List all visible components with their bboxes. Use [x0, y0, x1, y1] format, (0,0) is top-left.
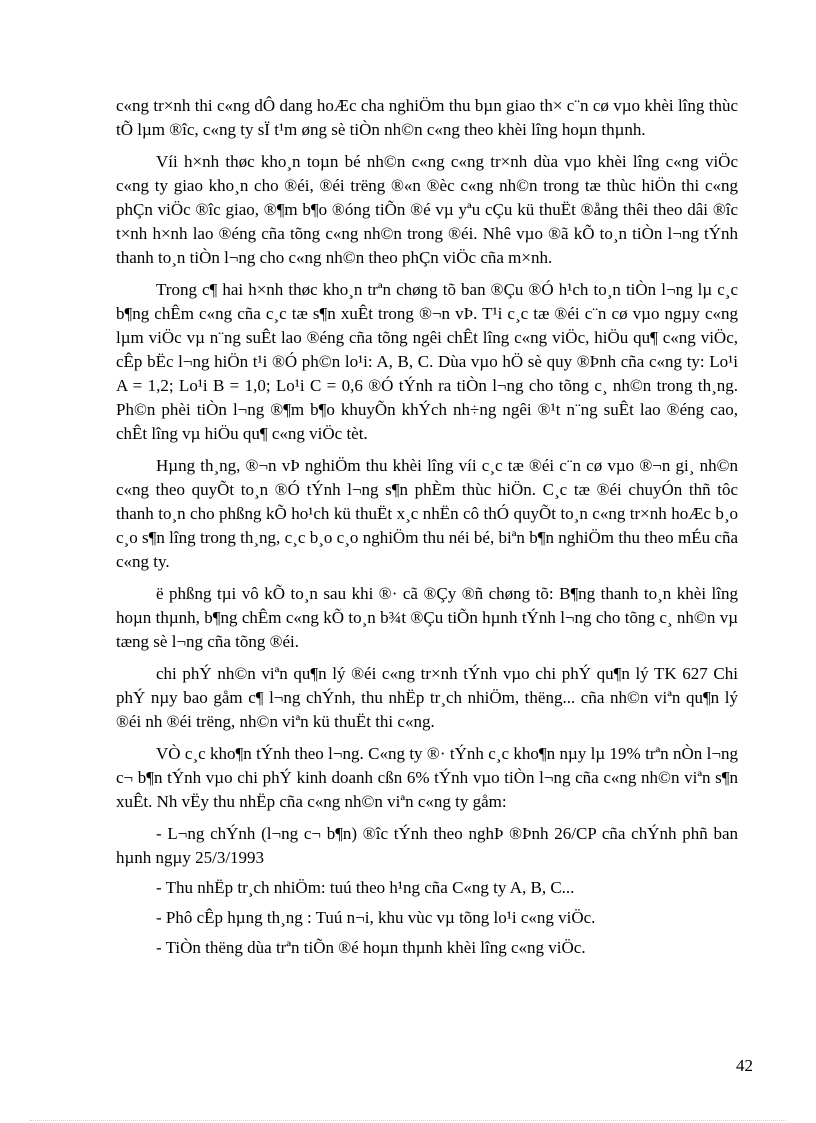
paragraph-5: ë phßng tµi vô kÕ to¸n sau khi ®· cã ®Çy ®ñ chøng tõ: B¶ng thanh to¸n khèi lîng hoµn thµnh, b¶ng chÊm c«ng kÕ to¸n b¾t ®Çu tiÕn hµnh tÝnh l¬ng cho tõng c¸ nh©n vµ tæng sè l¬ng cña tõng ®éi. [116, 584, 738, 651]
paragraph-1: c«ng tr×nh thi c«ng dÔ dang hoÆc cha nghiÖm thu bµn giao th× c¨n cø vµo khèi lîng thùc tÕ lµm ®îc, c«ng ty sÏ t¹m øng sè tiÒn nh©n c«ng theo khèi lîng hoµn thµnh. [116, 96, 738, 139]
paragraph-2: Víi h×nh thøc kho¸n toµn bé nh©n c«ng c«ng tr×nh dùa vµo khèi lîng c«ng viÖc c«ng ty giao kho¸n cho ®éi, ®éi trëng ®«n ®èc c«ng nh©n trong tæ thùc hiÖn thi c«ng phÇn viÖc ®îc giao, ®¶m b¶o ®óng tiÕn ®é vµ yªu cÇu kü thuËt ®ång thêi theo dâi ®îc t×nh h×nh lao ®éng cña tõng c«ng nh©n trong ®éi. Nhê vµo ®ã kÕ to¸n tiÒn l¬ng tÝnh thanh to¸n tiÒn l¬ng cho c«ng nh©n theo phÇn viÖc cña m×nh. [116, 152, 738, 267]
document-body [116, 94, 738, 966]
list-item-luong-chinh: - L¬ng chÝnh (l¬ng c¬ b¶n) ®îc tÝnh theo nghÞ ®Þnh 26/CP cña chÝnh phñ ban hµnh ngµy 25/3/1993 [116, 824, 738, 867]
paragraph-7: VÒ c¸c kho¶n tÝnh theo l¬ng. C«ng ty ®· tÝnh c¸c kho¶n nµy lµ 19% trªn nÒn l¬ng c¬ b¶n tÝnh vµo chi phÝ kinh doanh cßn 6% tÝnh vµo tiÒn l¬ng cña c«ng nh©n viªn s¶n xuÊt. Nh vËy thu nhËp cña c«ng nh©n viªn c«ng ty gåm: [116, 744, 738, 811]
page-bottom-divider [30, 1120, 786, 1121]
paragraph-6: chi phÝ nh©n viªn qu¶n lý ®éi c«ng tr×nh tÝnh vµo chi phÝ qu¶n lý TK 627 Chi phÝ nµy bao gåm c¶ l¬ng chÝnh, thu nhËp tr¸ch nhiÖm, thëng... cña nh©n viªn qu¶n lý ®éi nh ®éi trëng, nh©n viªn kü thuËt thi c«ng. [116, 664, 738, 731]
paragraph-3: Trong c¶ hai h×nh thøc kho¸n trªn chøng tõ ban ®Çu ®Ó h¹ch to¸n tiÒn l¬ng lµ c¸c b¶ng chÊm c«ng cña c¸c tæ s¶n xuÊt trong ®¬n vÞ. T¹i c¸c tæ ®éi c¨n cø vµo ngµy c«ng lµm viÖc vµ n¨ng suÊt lao ®éng cña tõng ngêi chÊt lîng c«ng viÖc, hiÖu qu¶ c«ng viÖc, cÊp bËc l¬ng hiÖn t¹i ®Ó ph©n lo¹i: A, B, C. Dùa vµo hÖ sè quy ®Þnh cña c«ng ty: Lo¹i A = 1,2; Lo¹i B = 1,0; Lo¹i C = 0,6 ®Ó tÝnh ra tiÒn l¬ng cho tõng c¸ nh©n trong th¸ng. Ph©n phèi tiÒn l¬ng ®¶m b¶o khuyÕn khÝch nh÷ng ngêi ®¹t n¨ng suÊt lao ®éng cao, chÊt lîng vµ hiÖu qu¶ c«ng viÖc tèt. [116, 280, 738, 443]
page-number: 42 [736, 1056, 753, 1075]
list-item-tien-thuong: - TiÒn thëng dùa trªn tiÕn ®é hoµn thµnh khèi lîng c«ng viÖc. [156, 938, 586, 957]
list-item-thu-nhap: - Thu nhËp tr¸ch nhiÖm: tuú theo h¹ng cña C«ng ty A, B, C... [156, 878, 575, 897]
paragraph-4: Hµng th¸ng, ®¬n vÞ nghiÖm thu khèi lîng víi c¸c tæ ®éi c¨n cø vµo ®¬n gi¸ nh©n c«ng theo quyÕt to¸n ®Ó tÝnh l¬ng s¶n phÈm thùc hiÖn. C¸c tæ ®éi chuyÓn thñ tôc thanh to¸n cho phßng kÕ ho¹ch kü thuËt x¸c nhËn cô thÓ quyÕt to¸n c«ng tr×nh hoÆc b¸o c¸o s¶n lîng trong th¸ng, c¸c b¸o c¸o nghiÖm thu néi bé, biªn b¶n nghiÖm thu theo mÉu cña c«ng ty. [116, 456, 738, 571]
list-item-phu-cap: - Phô cÊp hµng th¸ng : Tuú n¬i, khu vùc vµ tõng lo¹i c«ng viÖc. [156, 908, 596, 927]
